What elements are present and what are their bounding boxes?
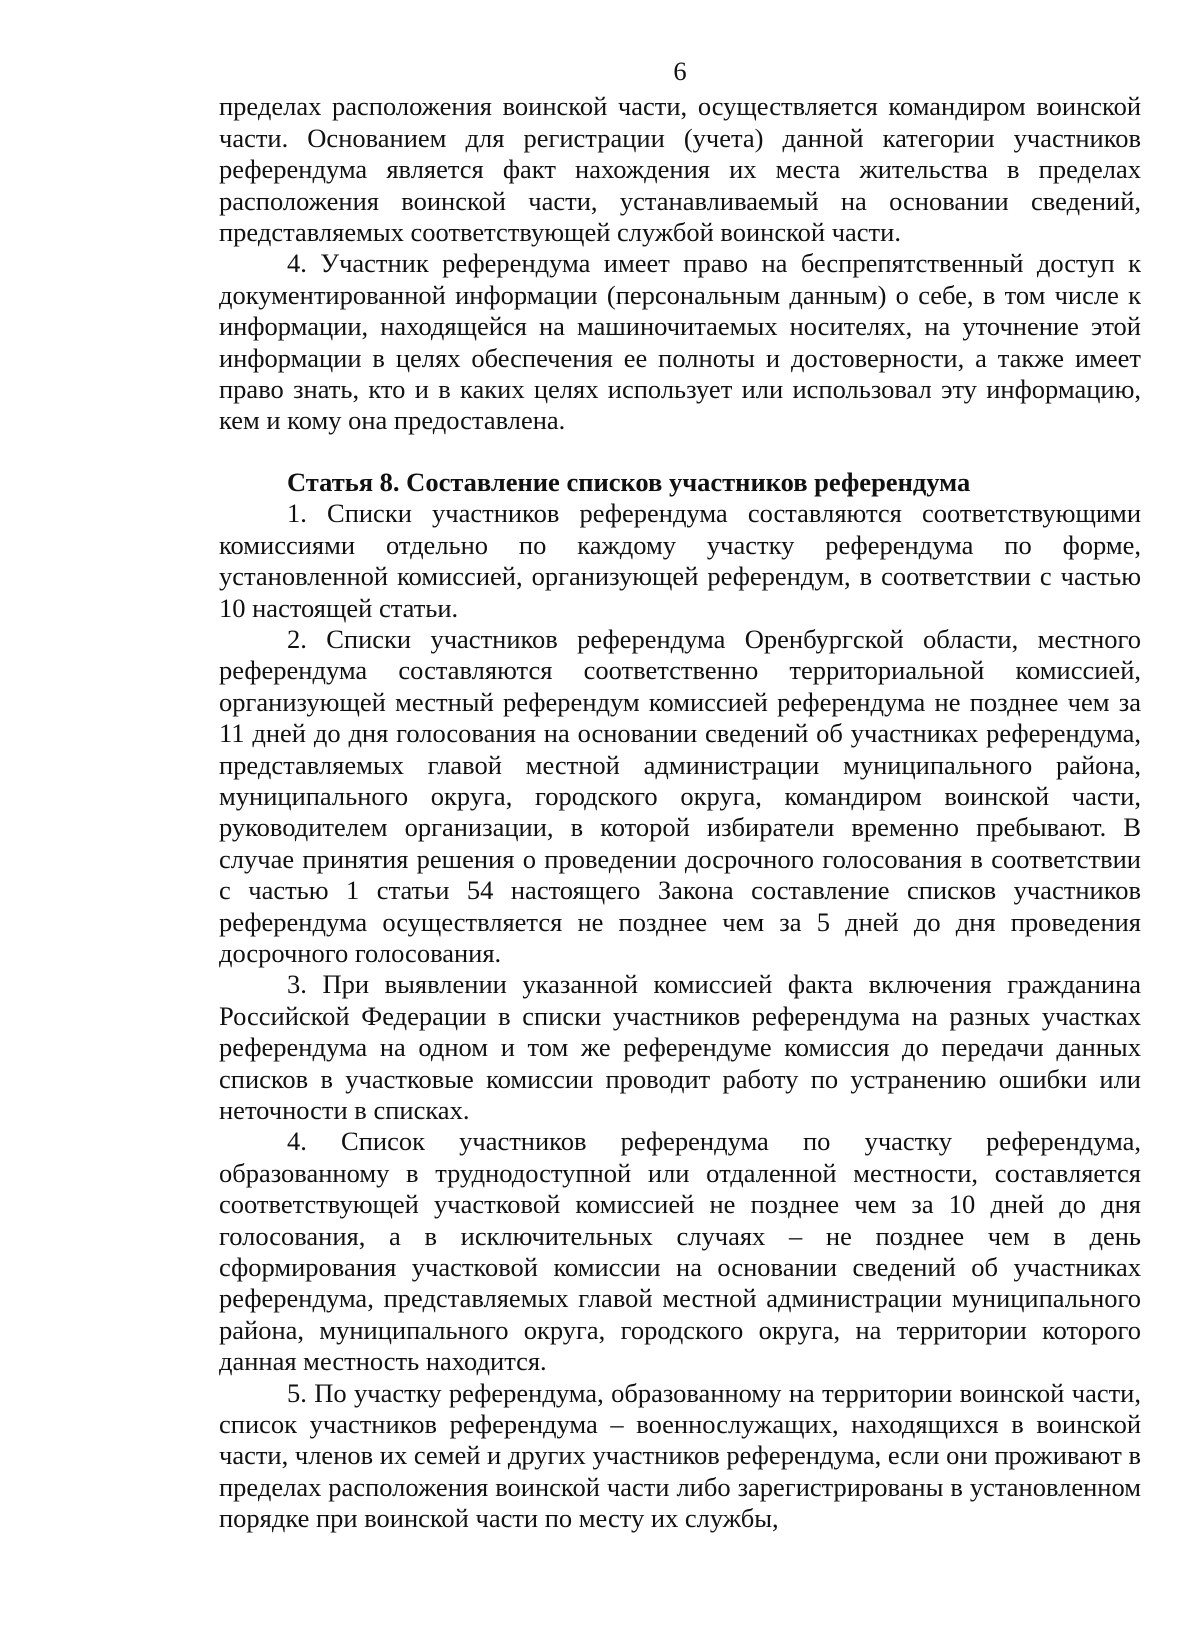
article-paragraph-1: 1. Списки участников референдума составляются соответствующими комиссиями отдельно по каждому участку референдума по форме, установленной комиссией, организующей референдум, в соответствии с частью 10 настоящей статьи.: [219, 498, 1141, 623]
article-paragraph-3: 3. При выявлении указанной комиссией факта включения гражданина Российской Федерации в списки участников референдума на разных участках референдума на одном и том же референдуме комиссия до передачи данных списков в участковые комиссии проводит работу по устранению ошибки или неточности в списках.: [219, 969, 1141, 1125]
paragraph-item-4-access-right: 4. Участник референдума имеет право на беспрепятственный доступ к документированной информации (персональным данным) о себе, в том числе к информации, находящейся на машиночитаемых носителях, на уточнение этой информации в целях обеспечения ее полноты и достоверности, а также имеет право знать, кто и в каких целях использует или использовал эту информацию, кем и кому она предоставлена.: [219, 248, 1141, 436]
paragraph-continuation: пределах расположения воинской части, осуществляется командиром воинской части. Основанием для регистрации (учета) данной категории участников референдума является факт нахождения их места жительства в пределах расположения воинской части, устанавливаемый на основании сведений, представляемых соответствующей службой воинской части.: [219, 91, 1141, 248]
document-page: [219, 56, 1141, 1535]
article-paragraph-4: 4. Список участников референдума по участку референдума, образованному в труднодоступной или отдаленной местности, составляется соответствующей участковой комиссией не позднее чем за 10 дней до дня голосования, а в исключительных случаях – не позднее чем в день сформирования участковой комиссии на основании сведений об участниках референдума, представляемых главой местной администрации муниципального района, муниципального округа, городского округа, на территории которого данная местность находится.: [219, 1126, 1141, 1377]
page-number: 6: [673, 56, 687, 86]
article-paragraph-5: 5. По участку референдума, образованному на территории воинской части, список участников референдума – военнослужащих, находящихся в воинской части, членов их семей и других участников референдума, если они проживают в пределах расположения воинской части либо зарегистрированы в установленном порядке при воинской части по месту их службы,: [219, 1377, 1141, 1534]
article-paragraph-2: 2. Списки участников референдума Оренбургской области, местного референдума составляются соответственно территориальной комиссией, организующей местный референдум комиссией референдума не позднее чем за 11 дней до дня голосования на основании сведений об участниках референдума, представляемых главой местной администрации муниципального района, муниципального округа, городского округа, командиром воинской части, руководителем организации, в которой избиратели временно пребывают. В случае принятия решения о проведении досрочного голосования в соответствии с частью 1 статьи 54 настоящего Закона составление списков участников референдума осуществляется не позднее чем за 5 дней до дня проведения досрочного голосования.: [219, 623, 1141, 968]
article-title: Статья 8. Составление списков участников референдума: [287, 466, 971, 497]
